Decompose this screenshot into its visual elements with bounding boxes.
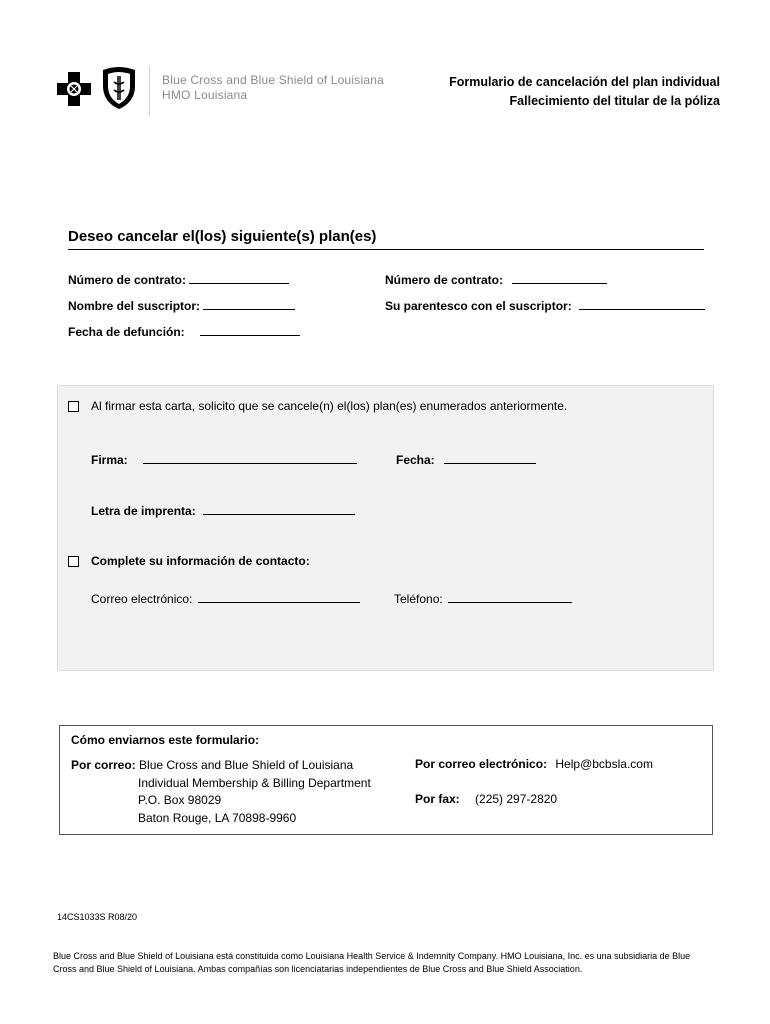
mail-line1: Blue Cross and Blue Shield of Louisiana bbox=[139, 758, 354, 772]
footer-note: Blue Cross and Blue Shield of Louisiana está constituida como Louisiana Health Service & Indemnity Company. HMO Louisiana, Inc. es una subsidiaria de Blue Cross and Blue Shield of Louisiana. Ambas compañías son licenciatarias independientes de Blue Cross and Blue Shield Association. bbox=[53, 951, 691, 974]
org-name-line1: Blue Cross and Blue Shield of Louisiana bbox=[162, 73, 384, 87]
contract-number-field-2[interactable] bbox=[512, 271, 607, 284]
email-contact bbox=[415, 757, 653, 771]
org-name-line2: HMO Louisiana bbox=[162, 88, 248, 102]
phone-label: Teléfono: bbox=[394, 592, 443, 606]
subscriber-name-field[interactable] bbox=[203, 297, 295, 310]
mail-label: Por correo: bbox=[71, 758, 136, 772]
subscriber-name-label: Nombre del suscriptor: bbox=[68, 299, 201, 313]
phone-field[interactable] bbox=[448, 590, 572, 603]
mail-line2: Individual Membership & Billing Department bbox=[138, 775, 371, 790]
org-name bbox=[162, 73, 384, 103]
fax-label: Por fax: bbox=[415, 792, 460, 806]
send-email-value[interactable]: Help@bcbsla.com bbox=[555, 757, 653, 771]
form-title bbox=[449, 73, 720, 111]
print-name-row bbox=[91, 502, 355, 518]
contract-number-label-2: Número de contrato: bbox=[385, 273, 504, 287]
death-date-row bbox=[68, 323, 300, 339]
contact-info-text: Complete su información de contacto: bbox=[91, 554, 310, 568]
signature-label: Firma: bbox=[91, 453, 128, 467]
form-title-line2: Fallecimiento del titular de la póliza bbox=[509, 94, 720, 108]
mail-address bbox=[71, 757, 371, 827]
blue-cross-logo-icon bbox=[57, 72, 91, 106]
print-name-field[interactable] bbox=[203, 502, 355, 515]
signature-box bbox=[57, 385, 714, 671]
blue-shield-logo-icon bbox=[101, 66, 137, 110]
fax-contact bbox=[415, 792, 557, 806]
cancel-confirm-text: Al firmar esta carta, solicito que se cancele(n) el(los) plan(es) enumerados anteriormente. bbox=[91, 399, 568, 413]
date-field[interactable] bbox=[444, 451, 536, 464]
relationship-field[interactable] bbox=[579, 297, 705, 310]
logo-divider bbox=[149, 66, 150, 116]
death-date-field[interactable] bbox=[200, 323, 300, 336]
send-heading: Cómo enviarnos este formulario: bbox=[71, 733, 260, 747]
relationship-label: Su parentesco con el suscriptor: bbox=[385, 299, 572, 313]
fax-value: (225) 297-2820 bbox=[475, 792, 558, 806]
contact-info-checkbox[interactable] bbox=[68, 556, 79, 567]
contract-number-row-1 bbox=[68, 271, 289, 287]
relationship-row bbox=[385, 297, 705, 313]
signature-row bbox=[91, 451, 357, 467]
subscriber-name-row bbox=[68, 297, 295, 313]
date-label: Fecha: bbox=[396, 453, 435, 467]
signature-field[interactable] bbox=[143, 451, 357, 464]
email-row bbox=[91, 590, 360, 606]
cancel-confirm-checkbox[interactable] bbox=[68, 401, 79, 412]
print-name-label: Letra de imprenta: bbox=[91, 504, 196, 518]
email-label: Correo electrónico: bbox=[91, 592, 193, 606]
contract-number-field[interactable] bbox=[189, 271, 289, 284]
mail-line3: P.O. Box 98029 bbox=[138, 793, 222, 807]
form-code: 14CS1033S R08/20 bbox=[57, 912, 138, 922]
email-field[interactable] bbox=[198, 590, 360, 603]
form-title-line1: Formulario de cancelación del plan individual bbox=[449, 75, 720, 89]
section-heading: Deseo cancelar el(los) siguiente(s) plan(es) bbox=[68, 228, 704, 250]
death-date-label: Fecha de defunción: bbox=[68, 325, 185, 339]
send-email-label: Por correo electrónico: bbox=[415, 757, 548, 771]
contract-number-label: Número de contrato: bbox=[68, 273, 187, 287]
mail-line4: Baton Rouge, LA 70898-9960 bbox=[138, 810, 297, 825]
date-row bbox=[396, 451, 536, 467]
phone-row bbox=[394, 590, 572, 606]
contract-number-row-2 bbox=[385, 271, 607, 287]
